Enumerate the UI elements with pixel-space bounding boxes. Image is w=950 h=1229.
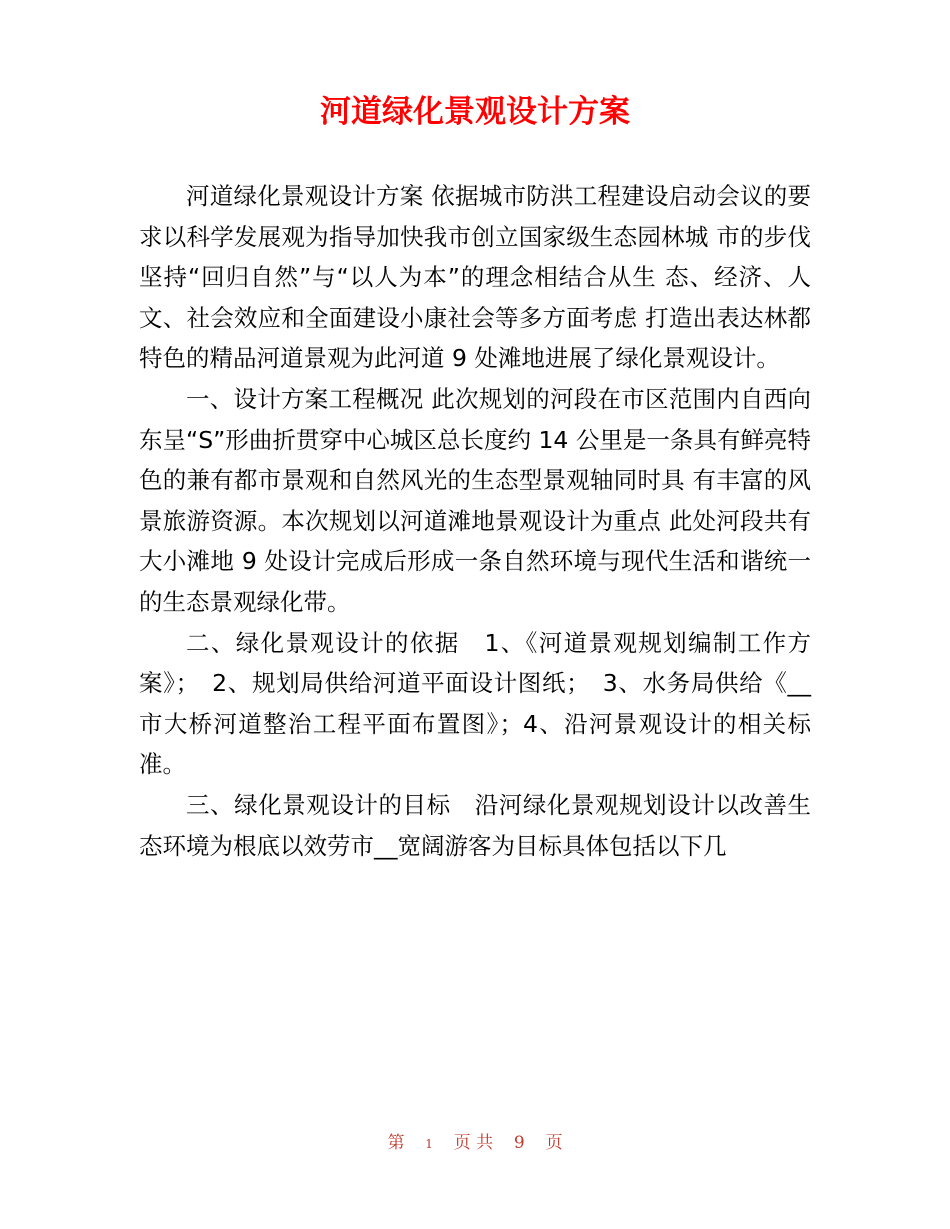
footer-mid: 页 共 [453, 1133, 494, 1153]
total-pages-number: 9 [513, 1133, 525, 1153]
document-title: 河道绿化景观设计方案 [320, 94, 630, 130]
footer-prefix: 第 [387, 1133, 405, 1153]
paragraph-design-basis: 二、绿化景观设计的依据 1、《河道景观规划编制工作方案》； 2、规划局供给河道平面设计图纸； 3、水务局供给《__市大桥河道整治工程平面布置图》；4、沿河景观设计的相关标准。 [139, 628, 811, 779]
paragraph-intro: 河道绿化景观设计方案 依据城市防洪工程建设启动会议的要求以科学发展观为指导加快我市创立国家级生态园林城 市的步伐坚持“回归自然”与“以人为本”的理念相结合从生 态、经济、人文、社会效应和全面建设小康社会等多方面考虑 打造出表达林都特色的精品河道景观为此河道 9 处滩地进展了绿化景观设计。 [139, 182, 811, 373]
page-footer [0, 1131, 950, 1156]
footer-suffix: 页 [545, 1133, 563, 1153]
paragraph-design-goals: 三、绿化景观设计的目标 沿河绿化景观规划设计以改善生态环境为根底以效劳市__宽阔游客为目标具体包括以下几 [139, 790, 811, 860]
document-body [139, 176, 811, 866]
current-page-number: 1 [425, 1137, 433, 1151]
paragraph-project-overview: 一、设计方案工程概况 此次规划的河段在市区范围内自西向东呈“S”形曲折贯穿中心城区总长度约 14 公里是一条具有鲜亮特色的兼有都市景观和自然风光的生态型景观轴同时具 有丰富的风景旅游资源。本次规划以河道滩地景观设计为重点 此处河段共有大小滩地 9 处设计完成后形成一条自然环境与现代生活和谐统一的生态景观绿化带。 [139, 384, 811, 616]
